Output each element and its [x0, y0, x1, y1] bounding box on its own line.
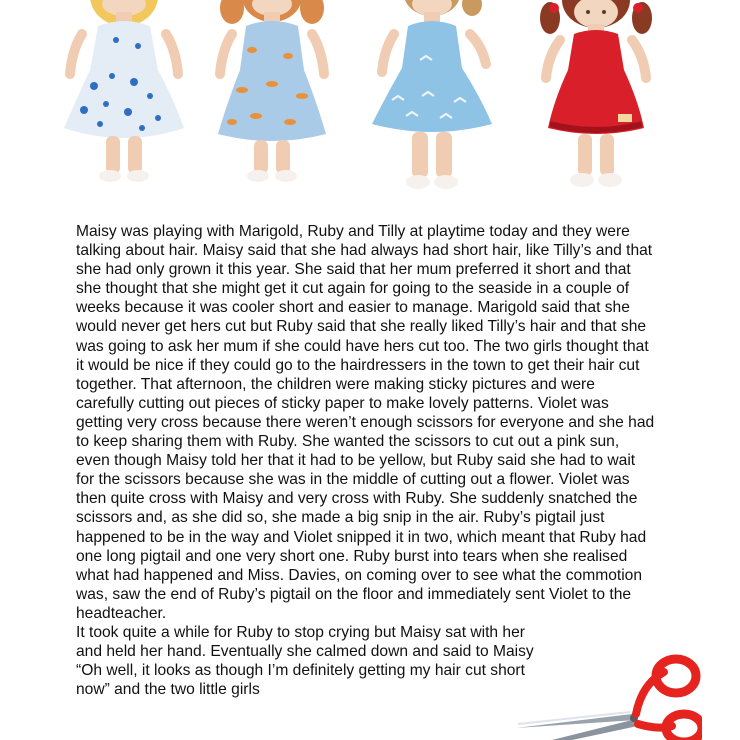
scissors-icon	[512, 654, 702, 740]
dolls-photo	[0, 0, 740, 210]
doll-ginger-fox-dress	[202, 0, 342, 200]
doll-blonde-blue-floral-dress	[54, 0, 194, 200]
story-paragraph-1: Maisy was playing with Marigold, Ruby and Tilly at playtime today and they were talking about hair. Maisy said that she had always had short hair, like Tilly’s and that she had only grown it this year. She said that her mum preferred it short and that she thought that she might get it cut again for going to the seaside in a couple of weeks because it was cooler short and easier to manage. Marigold said that she would never get hers cut but Ruby said that she really liked Tilly’s hair and that she was going to ask her mum if she could have hers cut too. The two girls thought that it would be nice if they could go to the hairdressers in the town to get their hair cut together. That afternoon, the children were making sticky pictures and were carefully cutting out pieces of sticky paper to make lovely patterns. Violet was getting very cross because there weren’t enough scissors for everyone and she had to keep sharing them with Ruby. She wanted the scissors to cut out a pink sun, even though Maisy told her that it had to be yellow, but Ruby said she had to wait for the scissors because she was in the middle of cutting out a flower. Violet was then quite cross with Maisy and very cross with Ruby. She suddenly snatched the scissors and, as she did so, she made a big snip in the air. Ruby’s pigtail just happened to be in the way and Violet snipped it in two, which meant that Ruby had one long pigtail and one very short one. Ruby burst into tears when she realised what had happened and Miss. Davies, on coming over to see what the commotion was, saw the end of Ruby’s pigtail on the floor and immediately sent Violet to the headteacher.	[76, 223, 655, 622]
doll-light-blue-dress	[362, 0, 502, 200]
story-text	[76, 222, 656, 699]
story-paragraph-2: It took quite a while for Ruby to stop crying but Maisy sat with her and held her hand. Eventually she calmed down and said to Maisy “Oh well, it looks as though I’m definitely getting my hair cut short now” and the two little girls	[76, 623, 534, 699]
doll-brown-red-dress	[526, 0, 666, 200]
